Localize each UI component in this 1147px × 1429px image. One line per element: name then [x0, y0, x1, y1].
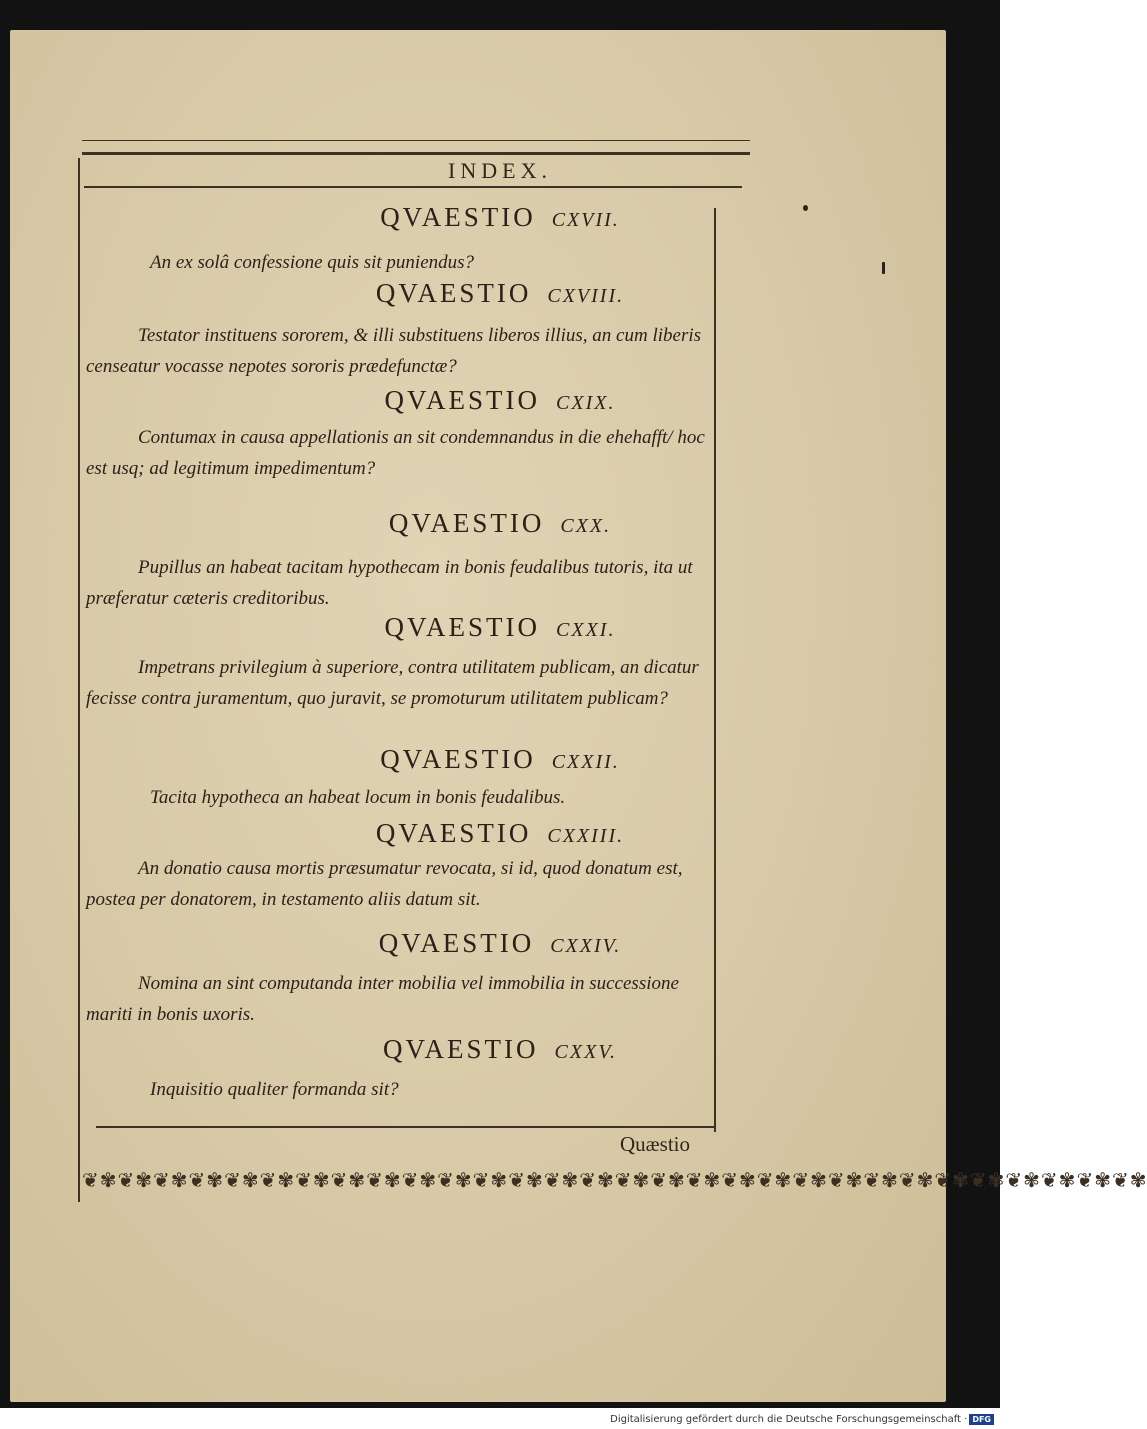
question-text: Testator instituens sororem, & illi substituens liberos illius, an cum liberis censeatur vocasse nepotes sororis prædefunctæ? — [86, 325, 702, 377]
question-number: CXXIII. — [547, 825, 625, 847]
dfg-logo: DFG — [969, 1414, 994, 1425]
question-text: Impetrans privilegium à superiore, contra utilitatem publicam, an dicatur fecisse contra juramentum, quo juravit, se promoturum utilitatem publicam? — [86, 657, 699, 709]
question-text: Contumax in causa appellationis an sit condemnandus in die ehehafft/ hoc est usq; ad legitimum impedimentum? — [86, 427, 705, 479]
question-heading — [0, 928, 1000, 959]
bottom-rule — [96, 1126, 714, 1128]
question-label: QVAESTIO — [388, 508, 545, 538]
question-text: An ex solâ confessione quis sit puniendus? — [150, 252, 475, 273]
question-heading — [0, 202, 1000, 233]
question-number: CXVIII. — [547, 285, 625, 307]
page-header: INDEX. — [448, 158, 552, 183]
question-label: QVAESTIO — [384, 612, 541, 642]
credit-text: Digitalisierung gefördert durch die Deutsche Forschungsgemeinschaft · — [610, 1414, 968, 1425]
question-label: QVAESTIO — [383, 1034, 539, 1064]
question-label: QVAESTIO — [380, 202, 536, 232]
question-label: QVAESTIO — [375, 818, 532, 848]
question-heading — [0, 385, 1000, 416]
question-number: CXXI. — [556, 619, 616, 641]
top-rule — [82, 152, 750, 155]
question-heading — [0, 508, 1000, 539]
question-heading — [0, 278, 1000, 309]
header-underline — [84, 186, 742, 188]
question-heading — [0, 818, 1000, 849]
question-number: CXXII. — [551, 751, 620, 773]
question-number: CXVII. — [551, 209, 620, 231]
question-text: An donatio causa mortis præsumatur revocata, si id, quod donatum est, postea per donatorem, in testamento aliis datum sit. — [86, 858, 683, 910]
ink-speck — [882, 262, 885, 274]
question-label: QVAESTIO — [378, 928, 535, 958]
question-label: QVAESTIO — [384, 385, 541, 415]
catchword: Quæstio — [620, 1132, 691, 1156]
question-text: Nomina an sint computanda inter mobilia vel immobilia in successione mariti in bonis uxoris. — [86, 973, 679, 1025]
question-text: Tacita hypotheca an habeat locum in bonis feudalibus. — [150, 787, 566, 808]
question-number: CXXV. — [554, 1041, 617, 1063]
question-number: CXXIV. — [550, 935, 622, 957]
book-page — [10, 30, 1147, 1402]
digitization-credit — [610, 1414, 994, 1425]
question-number: CXX. — [560, 515, 612, 537]
question-heading — [0, 744, 1000, 775]
ink-speck — [803, 205, 808, 211]
ornament-band: ❦✾❦✾❦✾❦✾❦✾❦✾❦✾❦✾❦✾❦✾❦✾❦✾❦✾❦✾❦✾❦✾❦✾❦✾❦✾❦✾❦✾❦✾❦✾❦✾❦✾❦✾❦✾❦✾❦✾❦✾ — [82, 1170, 1147, 1192]
question-text: Pupillus an habeat tacitam hypothecam in bonis feudalibus tutoris, ita ut præferatur cæteris creditoribus. — [86, 557, 693, 609]
question-heading — [0, 612, 1000, 643]
right-border — [714, 208, 716, 1132]
question-label: QVAESTIO — [380, 744, 536, 774]
top-thin-rule — [82, 140, 750, 141]
question-heading — [0, 1034, 1000, 1065]
question-number: CXIX. — [556, 392, 616, 414]
question-text: Inquisitio qualiter formanda sit? — [150, 1079, 399, 1100]
question-label: QVAESTIO — [375, 278, 532, 308]
